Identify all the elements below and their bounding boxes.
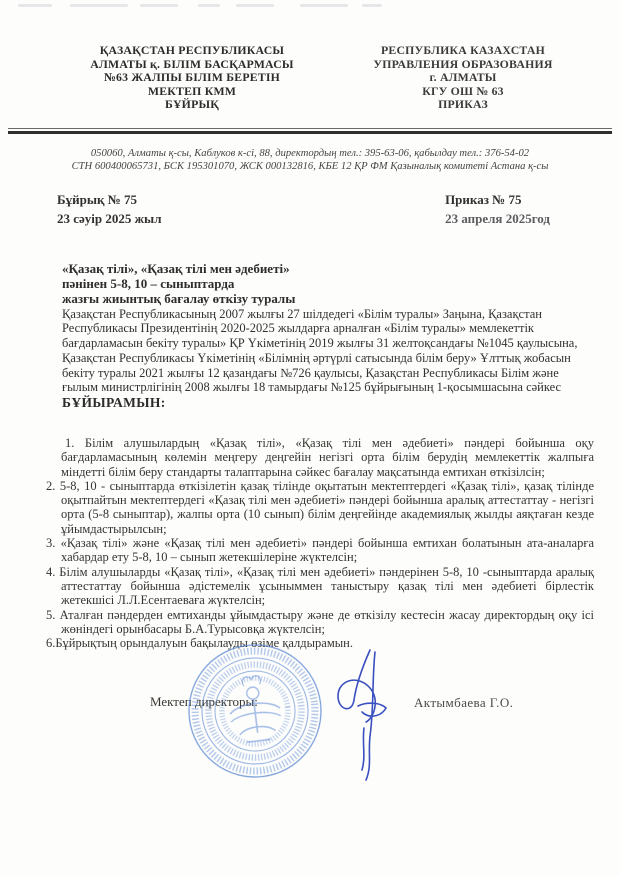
address-line: СТН 600400065731, БСК 195301070, ЖСК 000132816, КБЕ 12 ҚР ФМ Қазыналық комитеті Астана қ-сы — [71, 160, 549, 172]
document-body — [62, 261, 602, 410]
signature-section — [0, 630, 620, 876]
order-date-kk: 23 сәуір 2025 жыл — [57, 210, 162, 226]
address-line: 050060, Алматы қ-сы, Каблуков к-сі, 88, директордың тел.: 395-63-06, қабылдау тел.: 376-54-02 — [90, 147, 530, 159]
subject-line: жазғы жиынтық бағалау өткізу туралы — [62, 291, 296, 307]
subject-line: «Қазақ тілі», «Қазақ тілі мен әдебиеті» — [62, 260, 290, 276]
letterhead-line: ҚАЗАҚСТАН РЕСПУБЛИКАСЫ — [99, 43, 285, 57]
scan-artifact — [300, 4, 348, 7]
letterhead-line: РЕСПУБЛИКА КАЗАХСТАН — [380, 43, 545, 57]
scan-artifact — [362, 4, 382, 7]
scan-artifact — [140, 4, 178, 7]
scan-artifact — [70, 4, 128, 7]
letterhead-line: г. АЛМАТЫ — [429, 70, 497, 84]
subject-line: пәнінен 5-8, 10 – сыныптарда — [62, 275, 235, 291]
order-item: 5. Аталған пәндерден емтиханды ұйымдастыру және де өткізілу кестесін жасау директордың оқу ісі жөніндегі орынбасары Б.А.Турысовқа жүктелсін; — [46, 607, 594, 636]
order-item: 6.Бұйрықтың орындалуын бақылауды өзіме қалдырамын. — [46, 636, 353, 651]
resolve-heading: БҰЙЫРАМЫН: — [62, 394, 166, 410]
order-number-russian — [445, 190, 550, 228]
order-items-list — [46, 436, 594, 650]
order-item: 2. 5-8, 10 - сыныптарда өткізілетін қазақ тілінде оқытатын мектептердегі «Қазақ тілі», қазақ тілінде оқытпайтын мектептердегі «Қазақ тілі мен әдебиеті» пәндері бойынша аралық аттестаттау - негізгі орта (5-8 сыныптар), жалпы орта (10 сынып) білім деңгейінде академиялық жылды аяқтаған кезде ұйымдастырылсын; — [46, 478, 594, 536]
order-item: 4. Білім алушыларды «Қазақ тілі», «Қазақ тілі мен әдебиеті» пәндерінен 5-8, 10 -сыныптарда аралық аттестаттау бойынша әдістемелік ұсыныммен таныстыру қазақ тілі мен әдебиеті бірлестік жетекшісі Л.Л.Есентаеваға жүктелсін; — [46, 564, 594, 608]
scan-artifact — [198, 4, 220, 7]
letterhead-russian — [344, 44, 582, 112]
letterhead-line: ПРИКАЗ — [438, 97, 488, 111]
order-item: 3. «Қазақ тілі» және «Қазақ тілі мен әдебиеті» пәндері бойынша емтихан болатынын ата-аналарға хабардар ету 5-8, 10 – сынып жетекшілеріне жүктелсін; — [46, 536, 594, 565]
order-item: 1. Білім алушылардың «Қазақ тілі», «Қазақ тілі мен әдебиеті» пәндері бойынша оқу бағдарламасының көлемін меңгеру деңгейін негізгі орта білім берудің мемлекеттік жалпыға міндетті білім беру стандарты талаптарына сәйкес бағалау мақсатында емтихан өткізілсін; — [61, 435, 594, 479]
letterhead-line: №63 ЖАЛПЫ БІЛІМ БЕРЕТІН — [103, 70, 281, 84]
preamble-line: ғылым министрлігінің 2008 жылғы 18 тамырдағы №125 бұйрығының 1-қосымшасына сәйкес — [62, 380, 562, 395]
letterhead-divider-rule — [8, 128, 612, 134]
preamble-line: бекіту туралы 2021 жылғы 12 қазандағы №726 қаулысы, Қазақстан Республикасы Білім және — [62, 365, 559, 380]
preamble-line: Республикасы Президентінің 2020-2025 жылдарға арналған «Білім туралы» мемлекеттік — [62, 321, 535, 336]
scan-artifact — [18, 4, 52, 7]
signature-mark — [328, 644, 408, 784]
preamble-line: бағдарламасын бекіту туралы» ҚР Үкіметінің 2019 жылғы 31 желтоқсандағы №1045 қаулысына, — [62, 336, 578, 351]
preamble-line: Қазақстан Республикасы Үкіметінің «Білімнің әртүрлі сатысында білім беру» Ұлттық жобасын — [62, 350, 571, 365]
order-date-ru: 23 апреля 2025год — [445, 210, 550, 226]
order-number-row — [57, 190, 550, 228]
letterhead-kazakh — [58, 44, 326, 112]
address-block — [0, 147, 620, 173]
director-title-label: Мектеп директоры: — [150, 694, 258, 709]
preamble-line: Қазақстан Республикасының 2007 жылғы 27 шілдедегі «Білім туралы» Заңына, Қазақстан — [62, 306, 542, 321]
preamble — [62, 307, 602, 395]
order-number-kazakh — [57, 190, 162, 228]
subject-heading — [62, 261, 602, 307]
order-number-ru: Приказ № 75 — [445, 191, 522, 207]
scan-artifact — [236, 4, 274, 7]
letterhead-line: МЕКТЕП КММ — [147, 83, 237, 98]
letterhead-line: БҰЙРЫҚ — [164, 97, 220, 111]
letterhead-line: КГУ ОШ № 63 — [422, 83, 504, 98]
order-number-kk: Бұйрық № 75 — [57, 191, 138, 207]
letterhead-line: АЛМАТЫ қ. БІЛІМ БАСҚАРМАСЫ — [90, 56, 294, 71]
director-name: Актымбаева Г.О. — [414, 695, 514, 710]
official-seal-stamp-icon — [177, 633, 333, 789]
letterhead — [0, 0, 620, 112]
letterhead-line: УПРАВЛЕНИЯ ОБРАЗОВАНИЯ — [373, 56, 553, 71]
